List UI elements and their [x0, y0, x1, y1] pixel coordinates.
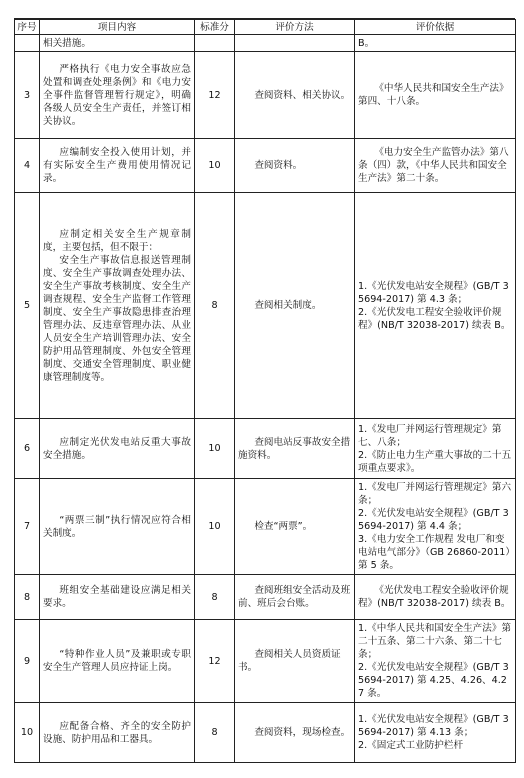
header-standard: 标准分: [195, 20, 235, 35]
evaluation-basis: [355, 703, 516, 763]
basis-paragraph: 2.《光伏发电工程安全验收评价规程》(NB/T 32038-2017) 续表 B。: [358, 306, 511, 331]
standard-score: 10: [195, 419, 235, 479]
basis-paragraph: 《中华人民共和国安全生产法》第四、十八条。: [358, 83, 509, 107]
evaluation-basis: [355, 193, 516, 419]
row-number: 10: [15, 703, 40, 763]
evaluation-basis: [355, 575, 516, 620]
table-row: [15, 575, 516, 620]
continued-content: 相关措施。: [40, 35, 195, 52]
content-paragraph: “特种作业人员”及兼职或专职安全生产管理人员应持证上岗。: [43, 649, 191, 673]
evaluation-method: 查阅相关人员资质证书。: [235, 620, 355, 703]
evaluation-method: 查阅资料、相关协议。: [235, 52, 355, 139]
evaluation-basis: [355, 52, 516, 139]
content-paragraph: 安全生产事故信息报送管理制度、安全生产事故调查处理办法、安全生产事故考核制度、安全生产调查规程、安全生产监督工作管理制度、安全生产事故隐患排查治理管理办法、反违章管理办法、从业人员安全生产培训管理办法、安全防护用品管理制度、外包安全管理制度、交通安全管理制度、职业健康管理制度等。: [43, 254, 191, 383]
basis-paragraph: 《光伏发电工程安全验收评价规程》(NB/T 32038-2017) 续表 B。: [358, 585, 511, 609]
evaluation-method: 检查“两票”。: [235, 479, 355, 575]
basis-paragraph: 1.《发电厂并网运行管理规定》第六条；: [358, 482, 512, 506]
row-number: 7: [15, 479, 40, 575]
content-paragraph: 应制定相关安全生产规章制度，主要包括，但不限于：: [43, 228, 191, 253]
standard-score: 10: [195, 139, 235, 193]
continued-no: [15, 35, 40, 52]
header-no: 序号: [15, 20, 40, 35]
basis-paragraph: 2.《防止电力生产重大事故的二十五项重点要求》。: [358, 449, 512, 474]
table-row: [15, 52, 516, 139]
basis-paragraph: 2.《光伏发电站安全规程》(GB/T 35694-2017) 第 4.25、4.26、4.27 条。: [358, 662, 509, 699]
item-content: [40, 479, 195, 575]
evaluation-basis: [355, 139, 516, 193]
content-paragraph: “两票三制”执行情况应符合相关制度。: [43, 514, 191, 539]
item-content: [40, 575, 195, 620]
evaluation-method: 查阅资料，现场检查。: [235, 703, 355, 763]
standard-score: 8: [195, 193, 235, 419]
row-number: 8: [15, 575, 40, 620]
table-row: [15, 419, 516, 479]
header-method: 评价方法: [235, 20, 355, 35]
basis-paragraph: 2.《固定式工业防护栏杆: [358, 740, 464, 751]
item-content: [40, 419, 195, 479]
evaluation-method: 查阅资料。: [235, 139, 355, 193]
item-content: [40, 193, 195, 419]
standard-score: 8: [195, 575, 235, 620]
item-content: [40, 52, 195, 139]
row-number: 3: [15, 52, 40, 139]
evaluation-method: 查阅班组安全活动及班前、班后会台账。: [235, 575, 355, 620]
basis-paragraph: 1.《光伏发电站安全规程》(GB/T 35694-2017) 第 4.13 条；: [358, 714, 509, 738]
item-content: [40, 703, 195, 763]
basis-paragraph: 《电力安全生产监管办法》第八条（四）款，《中华人民共和国安全生产法》第二十条。: [358, 147, 509, 184]
row-number: 5: [15, 193, 40, 419]
header-content: 项目内容: [40, 20, 195, 35]
continued-standard: [195, 35, 235, 52]
row-number: 9: [15, 620, 40, 703]
evaluation-basis: [355, 479, 516, 575]
basis-paragraph: 2.《光伏发电站安全规程》(GB/T 35694-2017) 第 4.4 条；: [358, 508, 509, 532]
standard-score: 12: [195, 52, 235, 139]
item-content: [40, 620, 195, 703]
standard-score: 8: [195, 703, 235, 763]
evaluation-basis: [355, 419, 516, 479]
evaluation-method: 查阅相关制度。: [235, 193, 355, 419]
content-paragraph: 应制定光伏发电站反重大事故安全措施。: [43, 436, 191, 461]
item-content: [40, 139, 195, 193]
row-number: 4: [15, 139, 40, 193]
header-basis: 评价依据: [355, 20, 516, 35]
basis-paragraph: 1.《光伏发电站安全规程》(GB/T 35694-2017) 第 4.3 条；: [358, 280, 509, 305]
table-row: [15, 193, 516, 419]
continued-method: [235, 35, 355, 52]
header-row: [15, 20, 516, 35]
table-row: [15, 139, 516, 193]
standard-score: 10: [195, 479, 235, 575]
row-number: 6: [15, 419, 40, 479]
table-row: [15, 620, 516, 703]
content-paragraph: 应配备合格、齐全的安全防护设施、防护用品和工器具。: [43, 720, 191, 745]
table-row: [15, 479, 516, 575]
basis-paragraph: 1.《中华人民共和国安全生产法》第二十五条、第二十六条、第二十七条；: [358, 623, 512, 660]
evaluation-table: [14, 19, 516, 763]
continued-row: [15, 35, 516, 52]
evaluation-basis: [355, 620, 516, 703]
table-row: [15, 703, 516, 763]
content-paragraph: 应编制安全投入使用计划，并有实际安全生产费用使用情况记录。: [43, 147, 191, 184]
evaluation-method: 查阅电站反事故安全措施资料。: [235, 419, 355, 479]
content-paragraph: 严格执行《电力安全事故应急处置和调查处理条例》和《电力安全事件监督管理暂行规定》，明确各级人员安全生产责任，并签订相关协议。: [43, 63, 191, 127]
standard-score: 12: [195, 620, 235, 703]
basis-paragraph: 3.《电力安全工作规程 发电厂和变电站电气部分》（GB 26860-2011）第 5 条。: [358, 534, 511, 571]
content-paragraph: 班组安全基础建设应满足相关要求。: [43, 585, 191, 609]
basis-paragraph: 1.《发电厂并网运行管理规定》第七、八条；: [358, 423, 502, 448]
continued-basis: B。: [355, 35, 516, 52]
